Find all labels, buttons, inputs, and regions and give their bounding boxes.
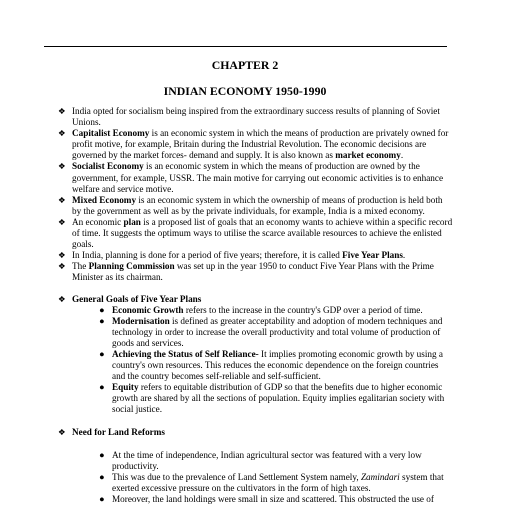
list-item: ❖ Mixed Economy is an economic system in which the ownership of means of production is held both by the government as well as by the private individuals, for example, India is a mixed economy. <box>58 194 443 216</box>
section-heading: ❖ General Goals of Five Year Plans <box>58 293 202 304</box>
chapter-title: INDIAN ECONOMY 1950-1990 <box>163 84 327 98</box>
list-item: ❖ Capitalist Economy is an economic system in which the means of production are privately owned for profit motive, for example, Britain during the Industrial Revolution. The economic decisions are governed by the market forces- demand and supply. It is also known as market economy. <box>58 128 449 161</box>
diamond-bullet-icon: ❖ <box>58 161 66 172</box>
sub-list-item: ● Economic Growth refers to the increase in the country's GDP over a period of time. <box>99 304 423 315</box>
diamond-bullet-icon: ❖ <box>58 128 66 139</box>
section-heading: ❖ Need for Land Reforms <box>58 426 165 437</box>
dot-bullet-icon: ● <box>99 494 105 504</box>
top-rule <box>44 46 447 47</box>
sub-list-item: ● This was due to the prevalence of Land Settlement System namely, Zamindari system that exerted excessive pressure on the cultivators in the form of high taxes. <box>99 471 444 493</box>
dot-bullet-icon: ● <box>99 382 105 393</box>
dot-bullet-icon: ● <box>99 304 105 315</box>
diamond-bullet-icon: ❖ <box>58 293 66 304</box>
diamond-bullet-icon: ❖ <box>58 426 66 437</box>
sub-list-item: ● Achieving the Status of Self Reliance- It implies promoting economic growth by using a country's own resources. This reduces the economic dependence on the foreign countries and the country becomes self-reliable and self-sufficient. <box>99 348 443 382</box>
diamond-bullet-icon: ❖ <box>58 261 66 272</box>
diamond-bullet-icon: ❖ <box>58 194 66 205</box>
list-item: ❖ Socialist Economy is an economic system in which the means of production are owned by the government, for example, USSR. The main motive for carrying out economic activities is to enhance welfare and service motive. <box>58 161 444 194</box>
dot-bullet-icon: ● <box>99 348 105 359</box>
list-item: ❖ The Planning Commission was set up in the year 1950 to conduct Five Year Plans with the Prime Minister as its chairman. <box>58 261 434 283</box>
dot-bullet-icon: ● <box>99 315 105 326</box>
dot-bullet-icon: ● <box>99 471 105 482</box>
list-item: ❖ An economic plan is a proposed list of goals that an economy wants to achieve within a specific record of time. It suggests the optimum ways to utilise the scarce available resources to achieve the enlisted goals. <box>58 216 453 250</box>
document-body <box>58 106 453 505</box>
diamond-bullet-icon: ❖ <box>58 216 66 227</box>
diamond-bullet-icon: ❖ <box>58 250 66 261</box>
sub-list-item: ● At the time of independence, Indian agricultural sector was featured with a very low productivity. <box>99 449 422 471</box>
list-item: ❖ In India, planning is done for a period of five years; therefore, it is called Five Year Plans. <box>58 250 406 261</box>
dot-bullet-icon: ● <box>99 449 105 460</box>
sub-list-item: ● Equity refers to equitable distribution of GDP so that the benefits due to higher economic growth are shared by all the sections of population. Equity implies egalitarian society with social justice. <box>99 382 445 415</box>
sub-list-item: ● Moreover, the land holdings were small in size and scattered. This obstructed the use of <box>99 494 434 504</box>
chapter-heading: CHAPTER 2 <box>211 58 279 72</box>
diamond-bullet-icon: ❖ <box>58 106 66 116</box>
list-item: ❖ India opted for socialism being inspired from the extraordinary success results of planning of Soviet Unions. <box>58 106 440 128</box>
sub-list-item: ● Modernisation is defined as greater acceptability and adoption of modern techniques and technology in order to increase the overall productivity and total volume of production of goods and services. <box>99 315 443 348</box>
